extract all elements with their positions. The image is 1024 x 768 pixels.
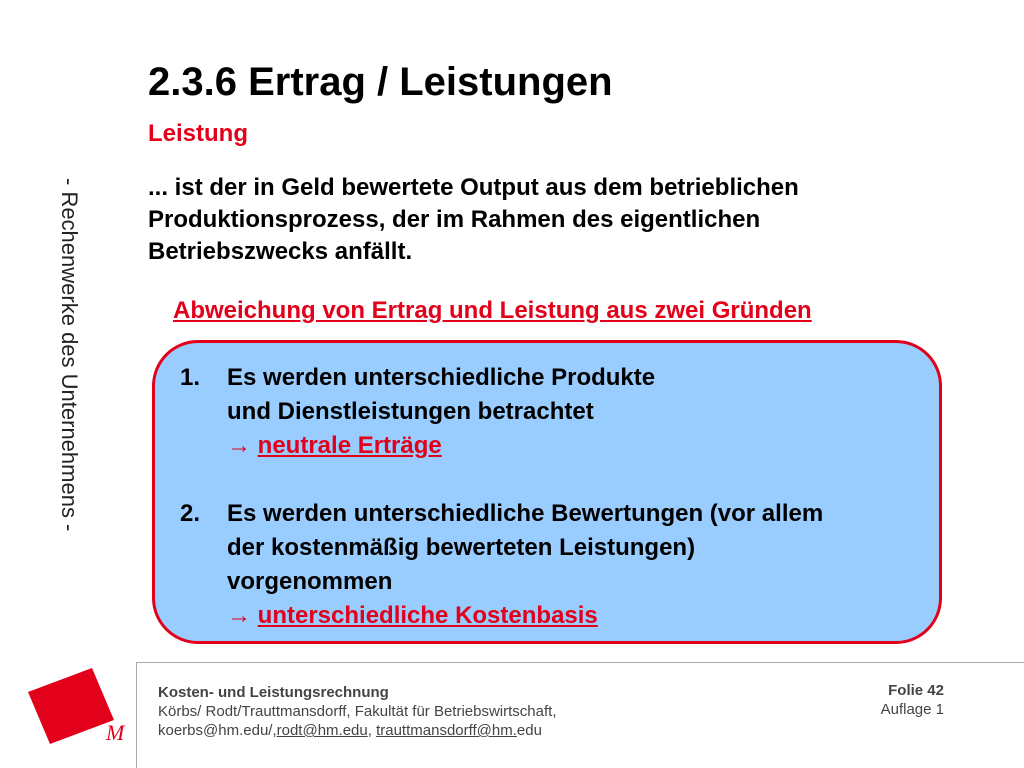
result-link-kostenbasis[interactable]: unterschiedliche Kostenbasis	[257, 602, 598, 629]
hm-logo-icon	[22, 668, 128, 744]
footer-divider-vertical	[136, 662, 137, 768]
definition-line: ... ist der in Geld bewertete Output aus dem betrieblichen	[148, 174, 799, 201]
reason-line: Es werden unterschiedliche Produkte	[227, 364, 656, 391]
reason-number: 1.	[180, 364, 201, 391]
reason-item-1	[180, 361, 655, 463]
footer-authors: Körbs/ Rodt/Trauttmansdorff, Fakultät für Betriebswirtschaft,	[158, 703, 557, 720]
logo-letter: M	[106, 720, 125, 744]
slide-number: Folie 42	[888, 682, 944, 699]
footer-course: Kosten- und Leistungsrechnung	[158, 684, 389, 701]
side-title	[48, 178, 88, 598]
result-link-neutrale-ertraege[interactable]: neutrale Erträge	[257, 432, 442, 459]
reason-line: der kostenmäßig bewerteten Leistungen)	[227, 534, 696, 561]
definition-line: Produktionsprozess, der im Rahmen des eigentlichen	[148, 206, 761, 233]
reason-result-line	[180, 599, 823, 633]
reason-line: Es werden unterschiedliche Bewertungen (vor allem	[227, 500, 824, 527]
footer-info	[158, 683, 557, 740]
side-title-text: - Rechenwerke des Unternehmens -	[57, 178, 82, 532]
email-koerbs: koerbs@hm.edu/,	[158, 722, 277, 739]
footer-emails	[158, 721, 557, 740]
footer-slide-info	[881, 681, 944, 719]
reason-result-line	[180, 429, 655, 463]
arrow-right-icon: →	[227, 432, 251, 459]
email-end: edu	[516, 722, 542, 739]
reason-line: und Dienstleistungen betrachtet	[227, 398, 594, 425]
email-link-trauttmansdorff[interactable]: trauttmansdorff@hm.	[376, 722, 517, 739]
reason-number: 2.	[180, 500, 201, 527]
reason-item-2	[180, 497, 823, 633]
definition-line: Betriebszwecks anfällt.	[148, 238, 413, 265]
subtitle-leistung: Leistung	[148, 120, 248, 147]
edition: Auflage 1	[880, 701, 944, 718]
slide-title: 2.3.6 Ertrag / Leistungen	[148, 60, 613, 104]
arrow-right-icon: →	[227, 602, 251, 629]
reason-line: vorgenommen	[227, 568, 393, 595]
footer-divider	[136, 662, 1024, 663]
email-link-rodt[interactable]: rodt@hm.edu	[276, 722, 368, 739]
definition-text	[148, 172, 948, 268]
difference-heading: Abweichung von Ertrag und Leistung aus zwei Gründen	[173, 297, 812, 324]
email-separator: ,	[367, 722, 377, 739]
